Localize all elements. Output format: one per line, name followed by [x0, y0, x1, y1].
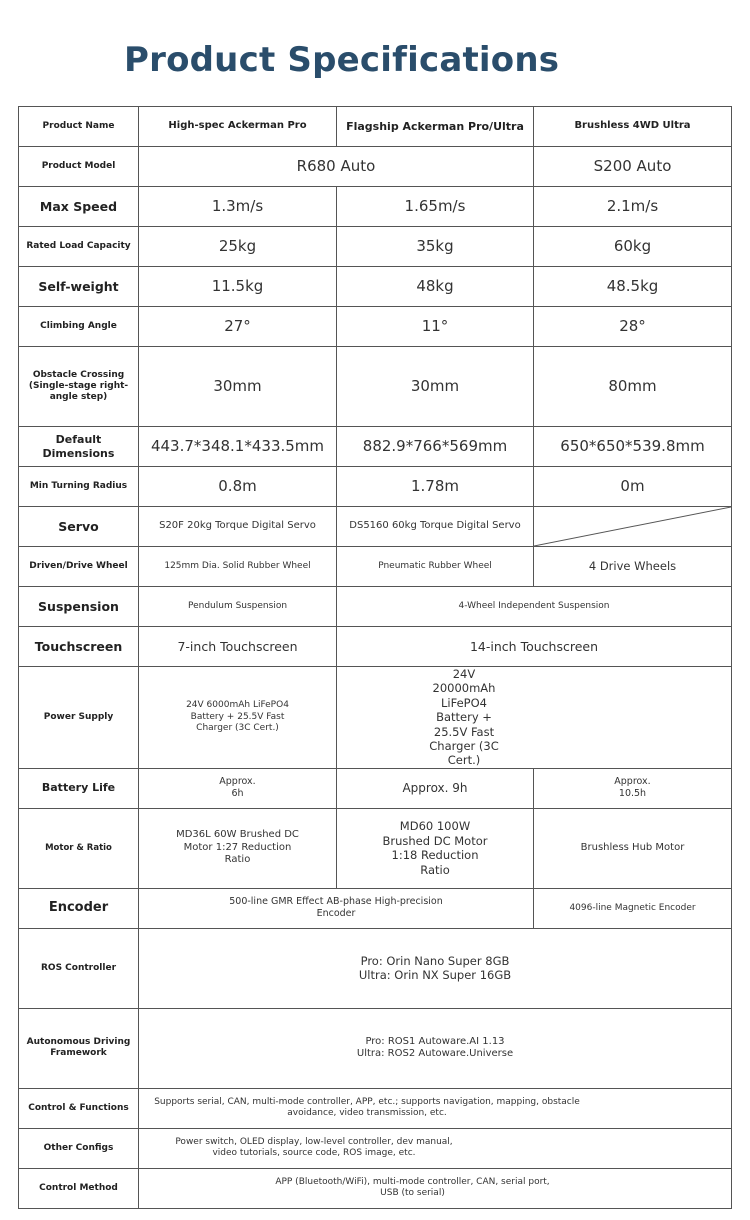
touchscreen-bc: 14-inch Touchscreen	[337, 627, 732, 667]
label-product-model: Product Model	[19, 147, 139, 187]
ros-controller-pro: Pro: Orin Nano Super 8GB	[360, 953, 510, 968]
battery-life-b: Approx. 9h	[337, 768, 534, 808]
motor-ratio-b: MD60 100W Brushed DC Motor 1:18 Reduction Ratio	[337, 808, 534, 888]
row-touchscreen	[19, 627, 732, 667]
autonomous-driving-ultra: Ultra: ROS2 Autoware.Universe	[356, 1048, 514, 1060]
rated-load-c: 60kg	[534, 227, 732, 267]
row-autonomous-driving	[19, 1008, 732, 1088]
min-turning-radius-b: 1.78m	[337, 467, 534, 507]
label-max-speed: Max Speed	[19, 187, 139, 227]
max-speed-c: 2.1m/s	[534, 187, 732, 227]
label-other-configs: Other Configs	[19, 1128, 139, 1168]
control-functions-value: Supports serial, CAN, multi-mode controller, APP, etc.; supports navigation, mapping, obstacle avoidance, video transmission, etc.	[139, 1088, 732, 1128]
label-default-dimensions: Default Dimensions	[19, 427, 139, 467]
self-weight-a: 11.5kg	[139, 267, 337, 307]
row-motor-ratio	[19, 808, 732, 888]
label-rated-load: Rated Load Capacity	[19, 227, 139, 267]
climbing-angle-c: 28°	[534, 307, 732, 347]
autonomous-driving-pro: Pro: ROS1 Autoware.AI 1.13	[365, 1035, 505, 1047]
label-suspension: Suspension	[19, 587, 139, 627]
label-min-turning-radius: Min Turning Radius	[19, 467, 139, 507]
row-other-configs	[19, 1128, 732, 1168]
label-self-weight: Self-weight	[19, 267, 139, 307]
row-rated-load	[19, 227, 732, 267]
label-autonomous-driving: Autonomous Driving Framework	[19, 1008, 139, 1088]
self-weight-c: 48.5kg	[534, 267, 732, 307]
row-default-dimensions	[19, 427, 732, 467]
climbing-angle-b: 11°	[337, 307, 534, 347]
drive-wheel-b: Pneumatic Rubber Wheel	[337, 547, 534, 587]
row-suspension	[19, 587, 732, 627]
ros-controller-ultra: Ultra: Orin NX Super 16GB	[358, 968, 512, 983]
row-control-functions	[19, 1088, 732, 1128]
min-turning-radius-c: 0m	[534, 467, 732, 507]
label-battery-life: Battery Life	[19, 768, 139, 808]
obstacle-crossing-a: 30mm	[139, 347, 337, 427]
other-configs-value: Power switch, OLED display, low-level controller, dev manual, video tutorials, source code, ROS image, etc.	[139, 1128, 732, 1168]
label-ros-controller: ROS Controller	[19, 928, 139, 1008]
suspension-a: Pendulum Suspension	[139, 587, 337, 627]
product-name-b: Flagship Ackerman Pro/Ultra	[337, 107, 534, 147]
motor-ratio-c: Brushless Hub Motor	[534, 808, 732, 888]
row-self-weight	[19, 267, 732, 307]
min-turning-radius-a: 0.8m	[139, 467, 337, 507]
motor-ratio-a: MD36L 60W Brushed DC Motor 1:27 Reduction Ratio	[139, 808, 337, 888]
row-encoder	[19, 888, 732, 928]
obstacle-crossing-b: 30mm	[337, 347, 534, 427]
servo-b: DS5160 60kg Torque Digital Servo	[337, 507, 534, 547]
label-touchscreen: Touchscreen	[19, 627, 139, 667]
suspension-bc: 4-Wheel Independent Suspension	[337, 587, 732, 627]
drive-wheel-c: 4 Drive Wheels	[534, 547, 732, 587]
product-model-ab: R680 Auto	[139, 147, 534, 187]
drive-wheel-a: 125mm Dia. Solid Rubber Wheel	[139, 547, 337, 587]
label-control-functions: Control & Functions	[19, 1088, 139, 1128]
autonomous-driving-value	[139, 1008, 732, 1088]
diagonal-slash-icon	[534, 507, 731, 546]
rated-load-b: 35kg	[337, 227, 534, 267]
encoder-ab: 500-line GMR Effect AB-phase High-precision Encoder	[139, 888, 534, 928]
row-control-method	[19, 1168, 732, 1208]
label-product-name: Product Name	[19, 107, 139, 147]
ros-controller-value	[139, 928, 732, 1008]
spec-table	[18, 106, 732, 1209]
product-model-c: S200 Auto	[534, 147, 732, 187]
product-name-a: High-spec Ackerman Pro	[139, 107, 337, 147]
rated-load-a: 25kg	[139, 227, 337, 267]
row-climbing-angle	[19, 307, 732, 347]
row-ros-controller	[19, 928, 732, 1008]
default-dimensions-a: 443.7*348.1*433.5mm	[139, 427, 337, 467]
label-motor-ratio: Motor & Ratio	[19, 808, 139, 888]
row-battery-life	[19, 768, 732, 808]
default-dimensions-c: 650*650*539.8mm	[534, 427, 732, 467]
servo-a: S20F 20kg Torque Digital Servo	[139, 507, 337, 547]
power-supply-bc: 24V 20000mAh LiFePO4 Battery + 25.5V Fast Charger (3C Cert.)	[337, 667, 732, 769]
touchscreen-a: 7-inch Touchscreen	[139, 627, 337, 667]
label-climbing-angle: Climbing Angle	[19, 307, 139, 347]
default-dimensions-b: 882.9*766*569mm	[337, 427, 534, 467]
max-speed-a: 1.3m/s	[139, 187, 337, 227]
row-power-supply	[19, 667, 732, 769]
control-method-value: APP (Bluetooth/WiFi), multi-mode controller, CAN, serial port, USB (to serial)	[139, 1168, 732, 1208]
page-title: Product Specifications	[124, 40, 560, 80]
obstacle-crossing-c: 80mm	[534, 347, 732, 427]
row-min-turning-radius	[19, 467, 732, 507]
encoder-c: 4096-line Magnetic Encoder	[534, 888, 732, 928]
label-encoder: Encoder	[19, 888, 139, 928]
label-servo: Servo	[19, 507, 139, 547]
row-drive-wheel	[19, 547, 732, 587]
max-speed-b: 1.65m/s	[337, 187, 534, 227]
row-servo	[19, 507, 732, 547]
row-obstacle-crossing	[19, 347, 732, 427]
battery-life-a: Approx. 6h	[139, 768, 337, 808]
climbing-angle-a: 27°	[139, 307, 337, 347]
self-weight-b: 48kg	[337, 267, 534, 307]
power-supply-a: 24V 6000mAh LiFePO4 Battery + 25.5V Fast Charger (3C Cert.)	[139, 667, 337, 769]
row-product-model	[19, 147, 732, 187]
product-name-c: Brushless 4WD Ultra	[534, 107, 732, 147]
row-product-name	[19, 107, 732, 147]
row-max-speed	[19, 187, 732, 227]
servo-c-not-applicable	[534, 507, 732, 547]
label-power-supply: Power Supply	[19, 667, 139, 769]
battery-life-c: Approx. 10.5h	[534, 768, 732, 808]
label-obstacle-crossing: Obstacle Crossing (Single-stage right-angle step)	[19, 347, 139, 427]
label-drive-wheel: Driven/Drive Wheel	[19, 547, 139, 587]
label-control-method: Control Method	[19, 1168, 139, 1208]
